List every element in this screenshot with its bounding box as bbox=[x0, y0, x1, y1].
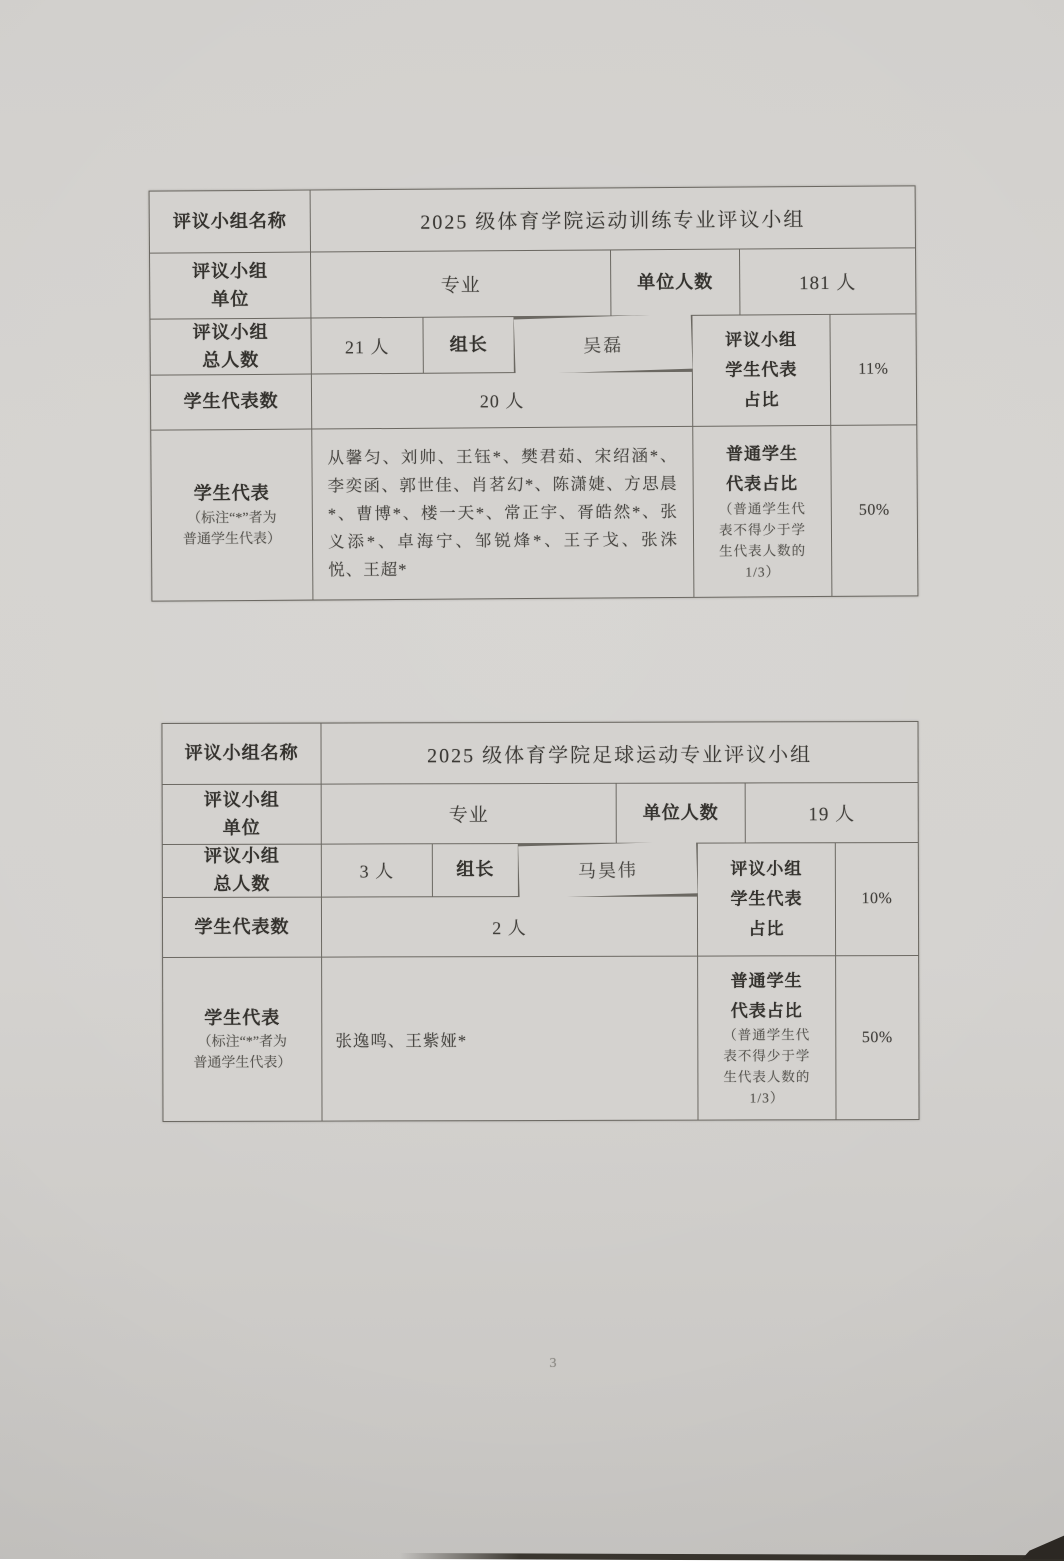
t2-group-name-label: 评议小组名称 bbox=[162, 724, 320, 784]
t2-group-name-value: 2025 级体育学院足球运动专业评议小组 bbox=[321, 722, 917, 784]
t2-leader-label: 组长 bbox=[433, 844, 518, 896]
review-group-table-2 bbox=[161, 721, 919, 1122]
t1-reps-note: （标注“*”者为 普通学生代表） bbox=[182, 510, 282, 548]
t2-unit-label: 评议小组 单位 bbox=[163, 785, 321, 844]
t1-unit-count-value: 181 人 bbox=[740, 248, 915, 314]
review-group-table-1 bbox=[149, 185, 919, 601]
t2-unit-count-value: 19 人 bbox=[746, 783, 918, 842]
t2-leader-value: 马昊伟 bbox=[518, 841, 697, 898]
t2-student-count-value: 2 人 bbox=[322, 897, 697, 957]
t2-ordinary-ratio-label-cell bbox=[698, 956, 835, 1119]
t1-ordinary-ratio-label: 普通学生 代表占比 bbox=[725, 444, 799, 494]
t1-group-name-value: 2025 级体育学院运动训练专业评议小组 bbox=[311, 186, 915, 251]
paper-corner-shadow bbox=[1022, 1529, 1064, 1559]
t2-student-ratio-label: 评议小组 学生代表 占比 bbox=[698, 843, 835, 955]
page-number: 3 bbox=[549, 1356, 557, 1371]
t1-student-count-label: 学生代表数 bbox=[151, 375, 311, 430]
t2-total-label: 评议小组 总人数 bbox=[163, 845, 321, 897]
t1-total-value: 21 人 bbox=[311, 318, 422, 374]
t2-ordinary-ratio-label: 普通学生 代表占比 bbox=[730, 971, 803, 1021]
t1-unit-value: 专业 bbox=[311, 250, 610, 317]
t1-leader-label: 组长 bbox=[423, 317, 513, 373]
t1-unit-label: 评议小组 单位 bbox=[150, 253, 310, 319]
t1-ordinary-ratio-note: （普通学生代 表不得少于学 生代表人数的 1/3） bbox=[718, 501, 807, 580]
t2-total-value: 3 人 bbox=[322, 844, 432, 896]
t2-reps-value: 张逸鸣、王紫娅* bbox=[322, 957, 697, 1121]
t2-ordinary-ratio-note: （普通学生代 表不得少于学 生代表人数的 1/3） bbox=[723, 1027, 811, 1106]
t1-leader-value: 吴磊 bbox=[514, 314, 693, 375]
t1-unit-count-label: 单位人数 bbox=[611, 250, 739, 316]
t2-reps-note: （标注“*”者为 普通学生代表） bbox=[193, 1035, 292, 1072]
t1-ordinary-ratio-value: 50% bbox=[831, 425, 917, 596]
t2-reps-label: 学生代表 bbox=[204, 1007, 281, 1028]
t2-reps-label-cell bbox=[163, 958, 321, 1121]
t2-ordinary-ratio-value: 50% bbox=[836, 956, 918, 1119]
t1-reps-label-cell bbox=[151, 430, 312, 601]
t1-ordinary-ratio-label-cell bbox=[693, 426, 831, 597]
t2-unit-value: 专业 bbox=[322, 784, 616, 844]
paper-bottom-edge bbox=[400, 1553, 1064, 1561]
t1-reps-label: 学生代表 bbox=[193, 482, 270, 504]
t1-total-label: 评议小组 总人数 bbox=[150, 319, 310, 375]
t2-unit-count-label: 单位人数 bbox=[617, 783, 745, 842]
t1-reps-value: 从馨匀、刘帅、王钰*、樊君茹、宋绍涵*、李奕函、郭世佳、肖茗幻*、陈潇婕、方思晨*、曹博*、楼一天*、常正宇、胥皓然*、张义添*、卓海宁、邹锐烽*、王子戈、张洙悦、王超* bbox=[312, 427, 693, 600]
t1-student-ratio-label: 评议小组 学生代表 占比 bbox=[692, 315, 830, 426]
t1-student-ratio-value: 11% bbox=[830, 314, 916, 425]
t2-student-count-label: 学生代表数 bbox=[163, 898, 321, 957]
t2-student-ratio-value: 10% bbox=[836, 843, 918, 955]
t1-group-name-label: 评议小组名称 bbox=[150, 191, 310, 253]
t1-student-count-value: 20 人 bbox=[312, 372, 692, 429]
